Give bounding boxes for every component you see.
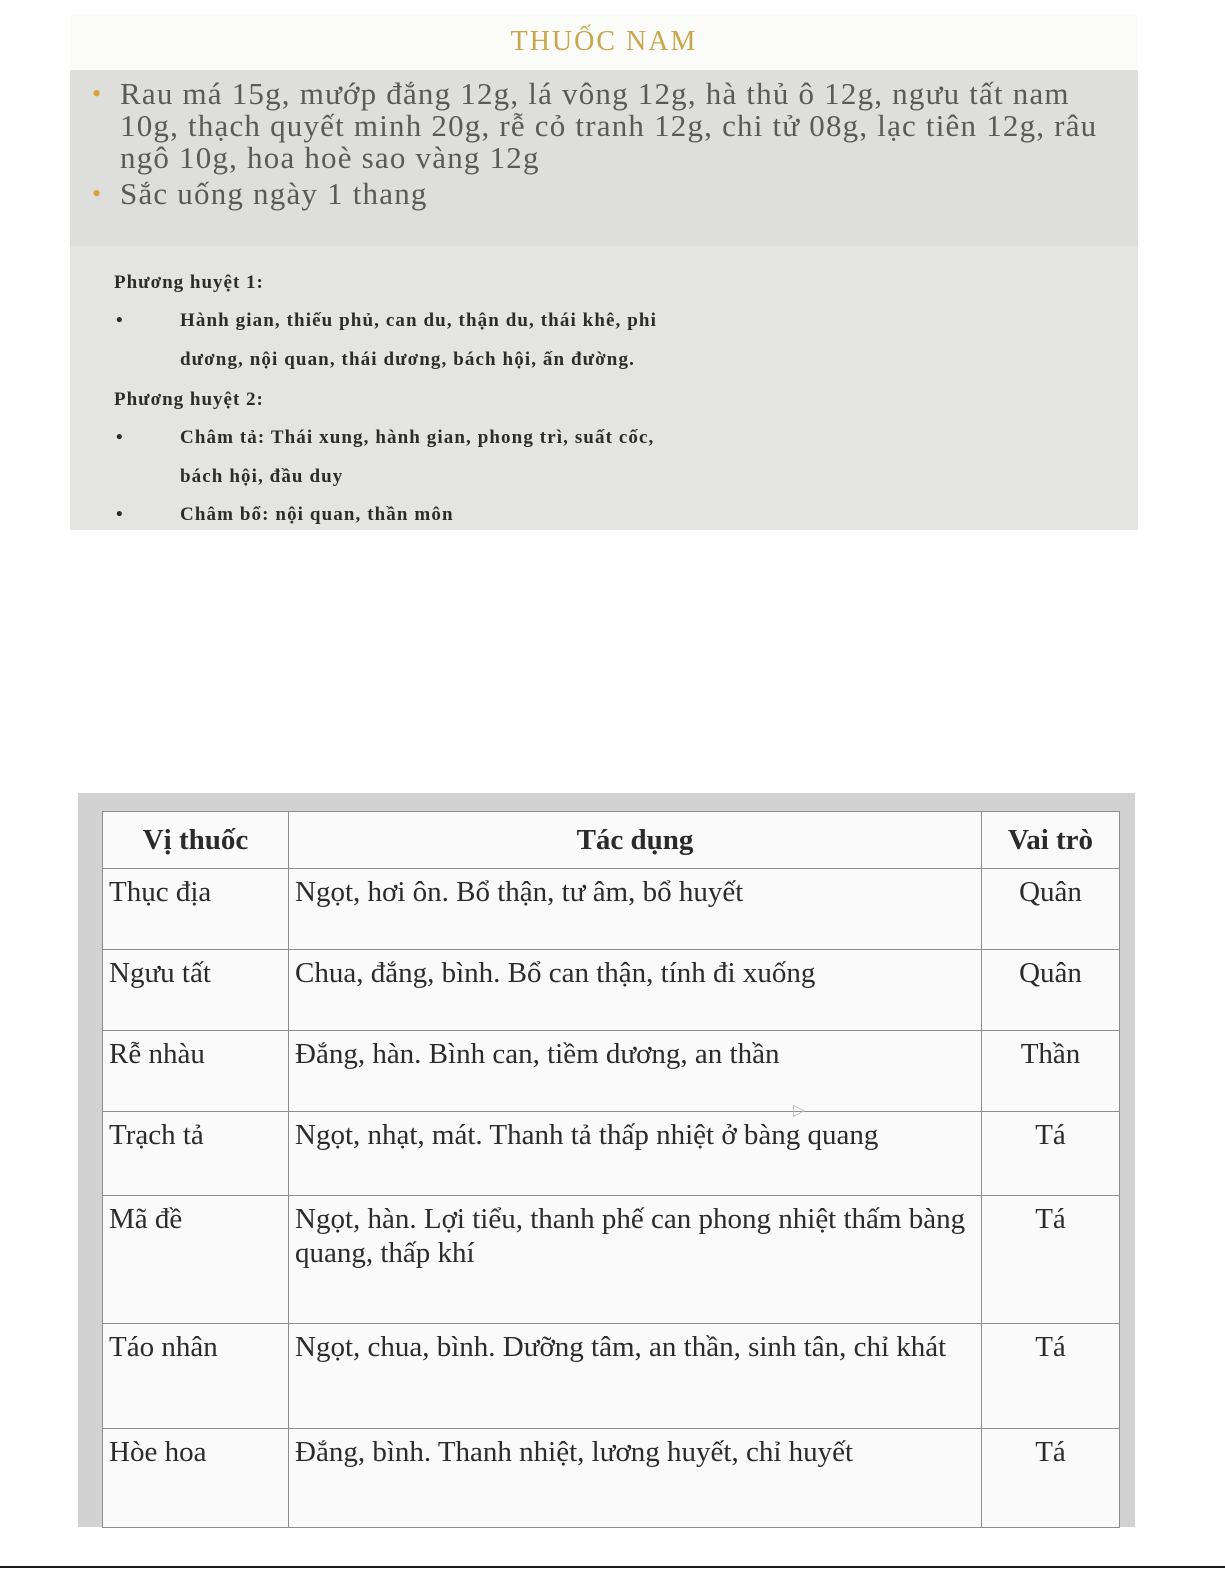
column-header-role: Vai trò bbox=[982, 812, 1120, 869]
cell-herb: Rễ nhàu bbox=[103, 1031, 289, 1112]
acupuncture-formula-2-line-2: bách hội, đầu duy bbox=[180, 466, 344, 487]
acupuncture-formula-3-line-1: Châm bổ: nội quan, thần môn bbox=[180, 504, 454, 525]
cell-herb: Trạch tả bbox=[103, 1112, 289, 1196]
table-row bbox=[103, 1031, 1120, 1112]
cell-effect: Đắng, bình. Thanh nhiệt, lương huyết, chỉ huyết bbox=[289, 1429, 982, 1528]
cell-effect: Ngọt, hơi ôn. Bổ thận, tư âm, bổ huyết bbox=[289, 869, 982, 950]
acupuncture-formula-2-line-1: Châm tả: Thái xung, hành gian, phong trì, suất cốc, bbox=[180, 427, 655, 448]
cell-herb: Hòe hoa bbox=[103, 1429, 289, 1528]
cell-role: Tá bbox=[982, 1324, 1120, 1429]
page-bottom-rule bbox=[0, 1566, 1225, 1568]
table-header-row bbox=[103, 812, 1120, 869]
cell-effect: Ngọt, chua, bình. Dưỡng tâm, an thần, sinh tân, chỉ khát bbox=[289, 1324, 982, 1429]
slide-bullet-text: Sắc uống ngày 1 thang bbox=[120, 176, 428, 211]
cell-role: Quân bbox=[982, 869, 1120, 950]
bullet-dot-icon: • bbox=[116, 504, 123, 525]
column-header-herb: Vị thuốc bbox=[103, 812, 289, 869]
cell-role: Thần bbox=[982, 1031, 1120, 1112]
mouse-pointer-icon: ▷ bbox=[793, 1100, 806, 1119]
cell-effect: Chua, đắng, bình. Bổ can thận, tính đi xuống bbox=[289, 950, 982, 1031]
table-row bbox=[103, 1196, 1120, 1324]
cell-herb: Mã đề bbox=[103, 1196, 289, 1324]
herb-table bbox=[102, 811, 1120, 1528]
slide-bullet-list bbox=[70, 70, 1138, 210]
cell-role: Tá bbox=[982, 1112, 1120, 1196]
herb-table-frame bbox=[78, 793, 1135, 1527]
slide-bullet-dosage bbox=[88, 178, 1108, 210]
slide-bullet-ingredients bbox=[88, 78, 1108, 174]
bullet-dot-icon: • bbox=[116, 427, 123, 448]
cell-herb: Thục địa bbox=[103, 869, 289, 950]
cell-effect: Đắng, hàn. Bình can, tiềm dương, an thần bbox=[289, 1031, 982, 1112]
cell-role: Tá bbox=[982, 1429, 1120, 1528]
acupuncture-heading-1: Phương huyệt 1: bbox=[114, 272, 264, 293]
table-row bbox=[103, 869, 1120, 950]
cell-effect: Ngọt, nhạt, mát. Thanh tả thấp nhiệt ở bàng quang bbox=[289, 1112, 982, 1196]
table-row bbox=[103, 1429, 1120, 1528]
acupuncture-heading-2: Phương huyệt 2: bbox=[114, 389, 264, 410]
slide-content bbox=[70, 70, 1138, 260]
herb-table-container bbox=[102, 811, 1119, 1527]
table-row bbox=[103, 950, 1120, 1031]
cell-herb: Táo nhân bbox=[103, 1324, 289, 1429]
cell-herb: Ngưu tất bbox=[103, 950, 289, 1031]
cell-role: Tá bbox=[982, 1196, 1120, 1324]
slide-title: THUỐC NAM bbox=[70, 14, 1138, 70]
acupuncture-formula-1-line-2: dương, nội quan, thái dương, bách hội, ấn đường. bbox=[180, 349, 635, 370]
bullet-dot-icon: • bbox=[116, 310, 123, 331]
cell-role: Quân bbox=[982, 950, 1120, 1031]
slide-bullet-text: Rau má 15g, mướp đắng 12g, lá vông 12g, hà thủ ô 12g, ngưu tất nam 10g, thạch quyết minh 20g, rễ cỏ tranh 12g, chi tử 08g, lạc tiên 12g, râu ngô 10g, hoa hoè sao vàng 12g bbox=[120, 76, 1098, 175]
column-header-effect: Tác dụng bbox=[289, 812, 982, 869]
bullet-dot-icon: • bbox=[92, 179, 103, 208]
acupuncture-section bbox=[70, 246, 1138, 530]
bullet-dot-icon: • bbox=[92, 79, 103, 108]
table-row bbox=[103, 1324, 1120, 1429]
acupuncture-formula-1-line-1: Hành gian, thiếu phủ, can du, thận du, thái khê, phi bbox=[180, 310, 657, 331]
table-row bbox=[103, 1112, 1120, 1196]
cell-effect: Ngọt, hàn. Lợi tiểu, thanh phế can phong nhiệt thấm bàng quang, thấp khí bbox=[289, 1196, 982, 1324]
